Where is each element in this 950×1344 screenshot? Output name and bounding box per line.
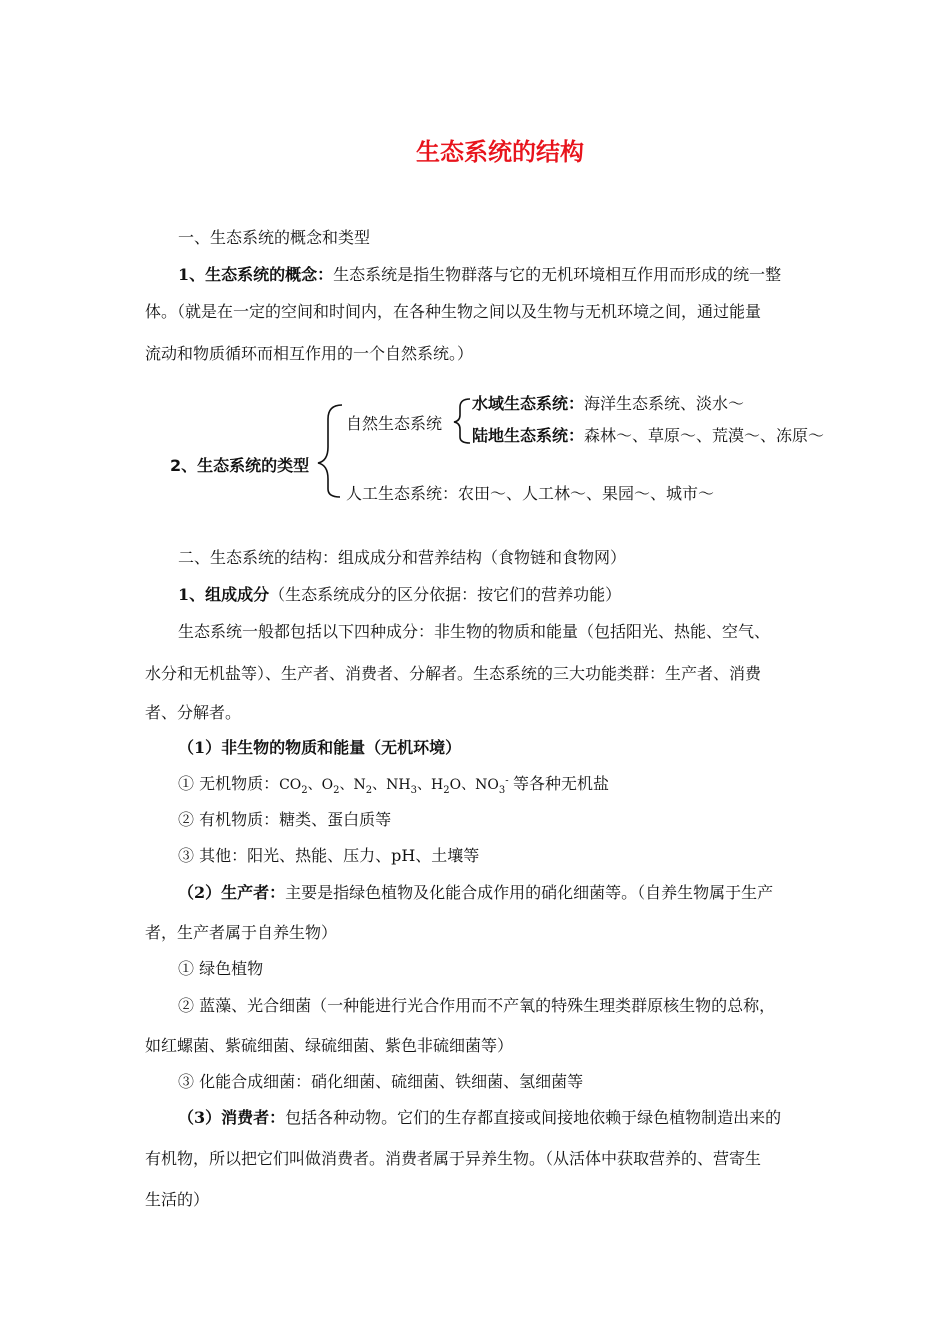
artificial-ecosystem-items: 农田～、人工林～、果园～、城市～ (458, 484, 715, 503)
producer-label: （2）生产者： (178, 883, 286, 902)
inorganic-suffix: 等各种无机盐 (513, 774, 610, 793)
concept-line2: 体。（就是在一定的空间和时间内，在各种生物之间以及生物与无机环境之间，通过能量 (145, 302, 762, 321)
water-ecosystem-items: 海洋生态系统、淡水～ (584, 394, 745, 413)
producer-item3: ③ 化能合成细菌：硝化细菌、硫细菌、铁细菌、氢细菌等 (178, 1072, 584, 1091)
consumer-label: （3）消费者： (178, 1108, 286, 1127)
abiotic-heading: （1）非生物的物质和能量（无机环境） (178, 738, 462, 757)
water-ecosystem-row (472, 391, 744, 414)
land-ecosystem-row (472, 423, 824, 446)
composition-note: （生态系统成分的区分依据：按它们的营养功能） (269, 585, 622, 604)
producer-text1: 主要是指绿色植物及化能合成作用的硝化细菌等。（自养生物属于生产 (285, 883, 774, 902)
concept-label: 1、生态系统的概念： (178, 265, 334, 284)
producer-item2-line2: 如红螺菌、紫硫细菌、绿硫细菌、紫色非硫细菌等） (145, 1036, 514, 1055)
concept-line1 (178, 264, 805, 286)
natural-ecosystem-label: 自然生态系统 (346, 414, 443, 433)
composition-label: 1、组成成分 (178, 585, 270, 604)
producer-line1 (178, 882, 805, 904)
consumer-line3: 生活的） (145, 1190, 210, 1209)
root-brace (318, 405, 342, 497)
section1-heading: 一、生态系统的概念和类型 (178, 228, 371, 247)
consumer-text1: 包括各种动物。它们的生存都直接或间接地依赖于绿色植物制造出来的 (285, 1108, 782, 1127)
intro-line1: 生态系统一般都包括以下四种成分：非生物的物质和能量（包括阳光、热能、空气、 (178, 622, 771, 641)
composition-line (178, 584, 805, 606)
abiotic-organic: ② 有机物质：糖类、蛋白质等 (178, 810, 392, 829)
water-ecosystem-label: 水域生态系统： (472, 394, 585, 413)
section2-heading: 二、生态系统的结构：组成成分和营养结构（食物链和食物网） (178, 548, 627, 567)
consumer-line1 (178, 1107, 805, 1129)
ecosystem-types-diagram (170, 385, 850, 510)
inorganic-prefix: ① 无机物质： (178, 774, 280, 793)
artificial-ecosystem-row (346, 481, 714, 504)
land-ecosystem-label: 陆地生态系统： (472, 426, 585, 445)
producer-item2-line1: ② 蓝藻、光合细菌（一种能进行光合作用而不产氧的特殊生理类群原核生物的总称， (178, 996, 776, 1015)
inorganic-formulas: $CO_2$、$O_2$、$N_2$、$NH_3$、$H_2O$、$NO_3^-$ (279, 775, 509, 796)
artificial-ecosystem-label: 人工生态系统： (346, 484, 459, 503)
intro-line3: 者、分解者。 (145, 703, 242, 722)
producer-line2: 者，生产者属于自养生物） (145, 923, 338, 942)
concept-text1: 生态系统是指生物群落与它的无机环境相互作用而形成的统一整 (333, 265, 782, 284)
consumer-line2: 有机物，所以把它们叫做消费者。消费者属于异养生物。（从活体中获取营养的、营寄生 (145, 1149, 762, 1168)
concept-line3: 流动和物质循环而相互作用的一个自然系统。） (145, 344, 474, 363)
page-title: 生态系统的结构 (416, 138, 584, 166)
abiotic-other: ③ 其他：阳光、热能、压力、pH、土壤等 (178, 846, 480, 865)
producer-item1: ① 绿色植物 (178, 959, 264, 978)
land-ecosystem-items: 森林～、草原～、荒漠～、冻原～ (584, 426, 825, 445)
types-root-label: 2、生态系统的类型 (170, 456, 310, 475)
intro-line2: 水分和无机盐等）、生产者、消费者、分解者。生态系统的三大功能类群：生产者、消费 (145, 664, 762, 683)
abiotic-inorganic (178, 773, 805, 796)
natural-brace (454, 399, 470, 443)
